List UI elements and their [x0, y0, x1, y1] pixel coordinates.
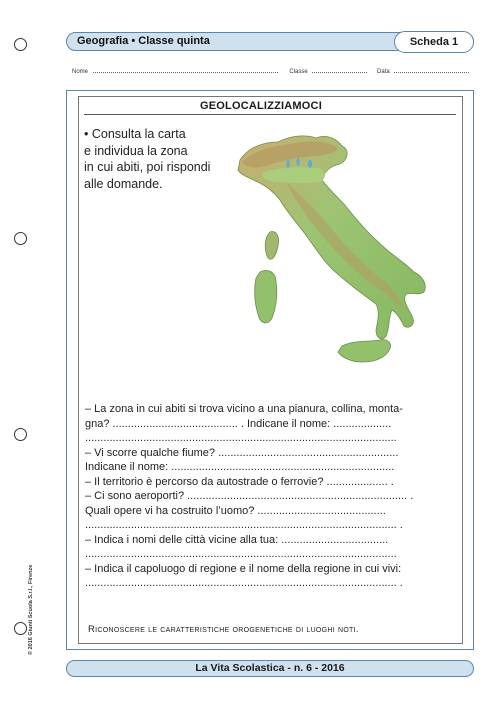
question-line: – Indica i nomi delle città vicine alla tua: ...................................	[85, 533, 389, 546]
subject-label: Geografia • Classe quinta	[77, 35, 210, 47]
data-label: Data	[377, 69, 390, 75]
header-bar	[66, 32, 474, 51]
lake	[308, 160, 312, 168]
questions-block	[85, 402, 460, 591]
question-line: – Ci sono aeroporti? ........................................................................ .	[85, 490, 414, 502]
question-line: ...................................................................................................... .	[85, 519, 403, 531]
learning-objective: Riconoscere le caratteristiche orogenetiche di luoghi noti.	[88, 624, 359, 635]
sheet-tab: Scheda 1	[394, 31, 474, 53]
question-line: gna? ......................................... . Indicane il nome: ...................	[85, 417, 392, 430]
title-rule	[84, 114, 456, 115]
lake	[297, 158, 300, 166]
intro-line: e individua la zona	[84, 143, 188, 158]
question-line: Indicane il nome: .........................................................................	[85, 461, 395, 473]
question-line: – La zona in cui abiti si trova vicino a una pianura, collina, monta-	[85, 403, 403, 415]
lake	[287, 160, 290, 168]
question-line: ......................................................................................................	[85, 548, 397, 560]
student-info-row	[72, 68, 472, 75]
classe-label: Classe	[289, 69, 308, 75]
question-line: Quali opere vi ha costruito l’uomo? ..........................................	[85, 504, 386, 517]
copyright-note: © 2016 Giunti Scuola S.r.l., Firenze	[28, 564, 34, 655]
data-line	[394, 68, 469, 73]
question-line: ......................................................................................................	[85, 432, 397, 444]
corsica-shape	[265, 232, 278, 260]
apennines-shape	[286, 182, 404, 310]
binder-hole-2	[14, 232, 27, 245]
question-line: – Indica il capoluogo di regione e il nome della regione in cui vivi:	[85, 562, 402, 575]
intro-text	[84, 126, 210, 192]
nome-label: Nome	[72, 69, 89, 75]
nome-line	[93, 68, 278, 73]
question-line: – Il territorio è percorso da autostrade o ferrovie? .................... .	[85, 475, 394, 488]
sardinia-shape	[255, 270, 277, 322]
intro-line: • Consulta la carta	[84, 127, 186, 141]
page-title: GEOLOCALIZZIAMOCI	[200, 100, 322, 112]
classe-line	[312, 68, 367, 73]
binder-hole-1	[14, 38, 27, 51]
question-line: – Vi scorre qualche fiume? ...........................................................	[85, 446, 399, 459]
intro-line: alle domande.	[84, 176, 163, 191]
italy-map	[218, 120, 458, 385]
binder-hole-3	[14, 428, 27, 441]
footer-bar: La Vita Scolastica - n. 6 - 2016	[66, 660, 474, 677]
intro-line: in cui abiti, poi rispondi	[84, 160, 211, 174]
sicily-shape	[338, 340, 390, 362]
binder-hole-4	[14, 622, 27, 635]
question-line: ...................................................................................................... .	[85, 577, 403, 589]
